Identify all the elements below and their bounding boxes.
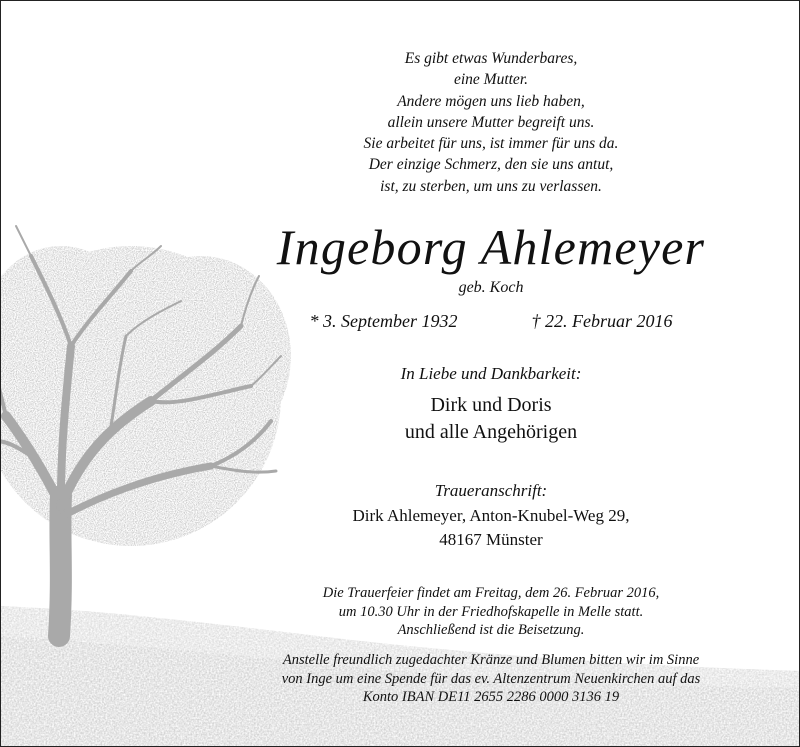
address-label: Traueranschrift: <box>434 481 548 500</box>
ceremony-line: Die Trauerfeier findet am Freitag, dem 26. Februar 2016, <box>322 585 660 601</box>
donation-line: Anstelle freundlich zugedachter Kränze und Blumen bitten wir im Sinne <box>282 652 700 668</box>
address-line: 48167 Münster <box>439 530 543 549</box>
mourners <box>201 392 781 446</box>
poem-line: allein unsere Mutter begreift uns. <box>387 113 595 131</box>
mourning-address <box>201 479 781 553</box>
donation-line: Konto IBAN DE11 2655 2286 0000 3136 19 <box>362 689 620 705</box>
poem-line: Sie arbeitet für uns, ist immer für uns da. <box>363 135 619 153</box>
ceremony-line: Anschließend ist die Beisetzung. <box>397 622 585 638</box>
mourners-intro: In Liebe und Dankbarkeit: <box>400 364 582 383</box>
poem-line: Der einzige Schmerz, den sie uns antut, <box>368 156 614 174</box>
death-date: † 22. Februar 2016 <box>531 311 673 331</box>
mourners-line: und alle Angehörigen <box>404 421 578 443</box>
donation-notice <box>201 651 781 707</box>
life-dates <box>201 309 781 333</box>
poem-line: eine Mutter. <box>453 71 529 89</box>
ceremony-notice <box>201 584 781 640</box>
donation-line: von Inge um eine Spende für das ev. Altenzentrum Neuenkirchen auf das <box>281 670 701 687</box>
poem-line: Andere mögen uns lieb haben, <box>397 92 585 110</box>
address-line: Dirk Ahlemeyer, Anton-Knubel-Weg 29, <box>352 505 630 525</box>
poem-line: ist, zu sterben, um uns zu verlassen. <box>380 177 602 195</box>
ceremony-line: um 10.30 Uhr in der Friedhofskapelle in Melle statt. <box>338 603 644 620</box>
deceased-name: Ingeborg Ahlemeyer <box>276 219 706 275</box>
poem <box>201 48 781 197</box>
birth-date: * 3. September 1932 <box>309 311 458 331</box>
maiden-name: geb. Koch <box>458 279 524 296</box>
mourners-line: Dirk und Doris <box>430 394 552 416</box>
poem-line: Es gibt etwas Wunderbares, <box>404 50 578 67</box>
